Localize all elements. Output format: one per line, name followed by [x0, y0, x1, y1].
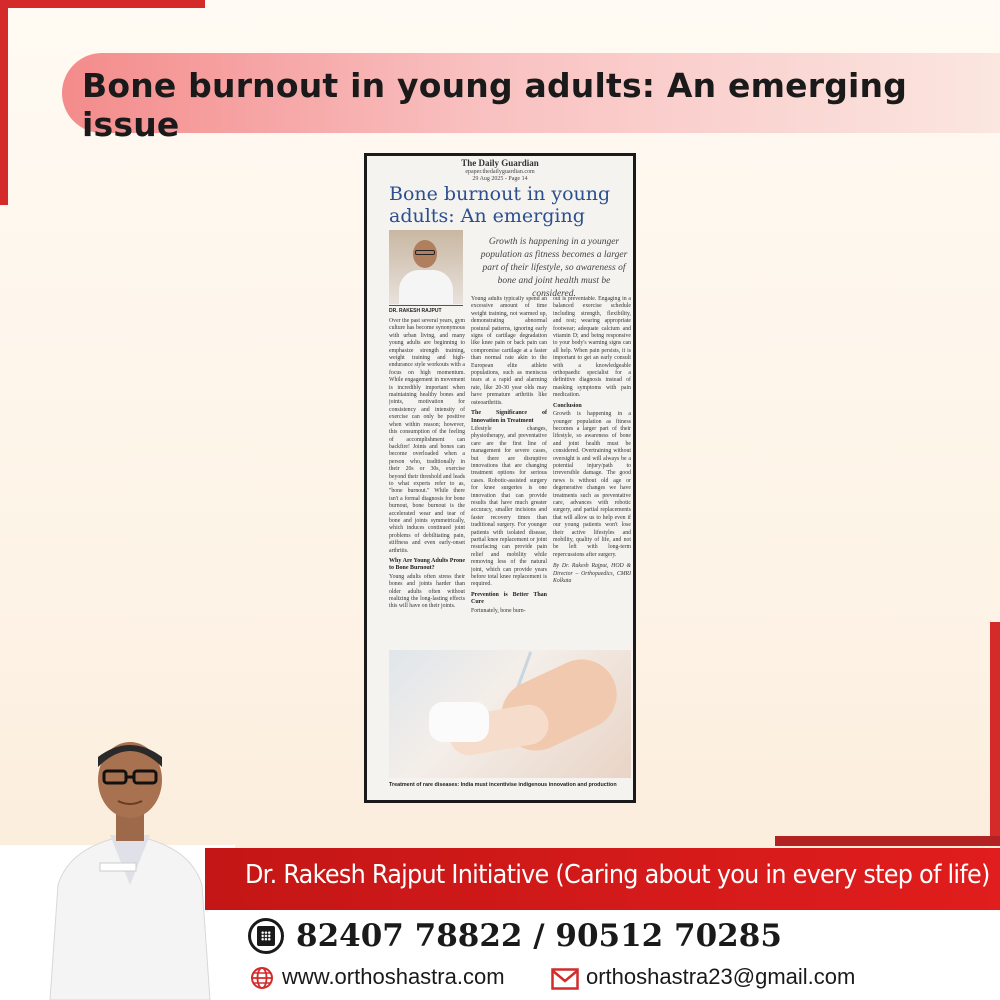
column-3-body: out is preventable. Engaging in a balanced exercise schedule including strength, flexibility, and rest; wearing appropriate footwear; adequate calcium and vitamin D; and being responsive to your body's warning signs can all help. When pain persists, it is important to get an early consult with a knowledgeable orthopaedic specialist for a definitive diagnosis instead of masking symptoms with pain medication.	[553, 296, 631, 399]
author-name: DR. RAKESH RAJPUT	[389, 308, 442, 314]
initiative-text: Dr. Rakesh Rajput Initiative (Caring about you in every step of life)	[245, 860, 990, 890]
column-2-heading-2: Prevention is Better Than Cure	[471, 591, 547, 606]
doctor-portrait	[30, 735, 230, 1000]
column-3-heading: Conclusion	[553, 402, 582, 409]
column-3-body-2: Growth is happening in a younger population as fitness becomes a larger part of their lifestyle, so awareness of bone and joint health must be considered. Overtraining without oversight is and will always be a potential injury/path to irreversible damage. The good news is without old age or degenerative changes we have treatments such as preventative care, advances with robotic surgery, and partial replacements that will allow us to help even if our young patients won't lose their active lifestyles and mobility, quality of life, and not be left with long-term repercussions after surgery.	[553, 411, 631, 558]
page-title: Bone burnout in young adults: An emerging issue	[82, 66, 908, 144]
newspaper-date: 29 Aug 2025 - Page 14	[472, 176, 528, 182]
phone-numbers[interactable]: 82407 78822 / 90512 70285	[296, 918, 782, 954]
newspaper-clipping	[364, 153, 636, 803]
column-2-heading: The Significance of Innovation in Treatment	[471, 410, 547, 424]
column-2-body: Young adults typically spend an excessive amount of time weight training, not warmed up, demonstrating abnormal postural patterns, ignoring early signs of cartilage degradation like knee pain or back pain can compromise cartilage at a faster than normal rate akin to the European elite athlete populations, such as meniscus tears at a rapid and alarming rate, like 20-30 year olds may have premature arthritis like osteoarthritis.	[471, 296, 547, 406]
corner-decoration-horizontal	[0, 0, 205, 8]
column-1-body: Over the past several years, gym culture has become synonymous with urban living, and many young adults are beginning to emphasize strength training, weight training and high-endurance style workouts with a focus on high momentum. While engagement in movement is incredibly important when maintaining healthy bones and joints, motivation for consistency and intensity of exercise can only be positive when within reason; however, this consumption of the feeling of accomplishment can backfire! Joints and bones can become overloaded when a person who, traditionally in their 20s or 30s, exercise beyond their threshold and leads to what experts refer to as, "bone burnout." While there isn't a formal diagnosis for bone burnout, bone burnout is the accelerated wear and tear of bone and joints symmetrically, which induces continued joint problems of debilitating pain, stiffness and even early-onset arthritis.	[389, 318, 465, 554]
article-byline: By Dr. Rakesh Rajput, HOD & Director – Orthopaedics, CMRI Kolkata	[553, 563, 631, 585]
article-column-3	[553, 296, 631, 644]
byline-divider	[389, 305, 463, 306]
website-link[interactable]: www.orthoshastra.com	[282, 964, 505, 989]
globe-icon	[250, 966, 274, 990]
newspaper-masthead: The Daily Guardian	[461, 158, 539, 168]
article-photo	[389, 650, 631, 778]
right-frame-vertical	[990, 622, 1000, 842]
corner-decoration-vertical	[0, 0, 8, 205]
newspaper-url: epaper.thedailyguardian.com	[465, 169, 535, 175]
column-2-body-2: Lifestyle changes, physiotherapy, and preventative care are the first line of management for severe cases, but there are disruptive innovations that are changing treatment options for serious cases. Robotic-assisted surgery for knee surgeries is one innovation that can provide results that have much greater accuracy, smaller incisions and faster recovery times than traditional surgery. For younger patients with isolated disease, partial knee replacement or joint resurfacing can provide pain relief and mobility while removing less of the natural joint, which can provide years before total knee replacement is required.	[471, 425, 547, 588]
phone-icon	[248, 918, 284, 954]
article-column-1	[389, 318, 465, 648]
column-1-heading: Why Are Young Adults Prone to Bone Burnout?	[389, 558, 465, 572]
column-1-body-2: Young adults often stress their bones and joints harder than older adults often without realizing the long-lasting effects this will have on their joints.	[389, 573, 465, 610]
author-photo	[389, 230, 463, 304]
article-column-2	[471, 296, 547, 644]
column-2-body-3: Fortunately, bone burn-	[471, 607, 526, 614]
pull-quote: Growth is happening in a younger population as fitness becomes a larger part of their lifestyle, so awareness of bone and joint health must be considered.	[480, 237, 628, 299]
mail-icon	[551, 968, 579, 990]
article-title: Bone burnout in young adults: An emerging	[389, 183, 611, 227]
photo-caption: Treatment of rare diseases: India must incentivise indigenous innovation and production	[389, 782, 617, 788]
right-frame-horizontal	[775, 836, 1000, 846]
email-link[interactable]: orthoshastra23@gmail.com	[586, 964, 856, 989]
